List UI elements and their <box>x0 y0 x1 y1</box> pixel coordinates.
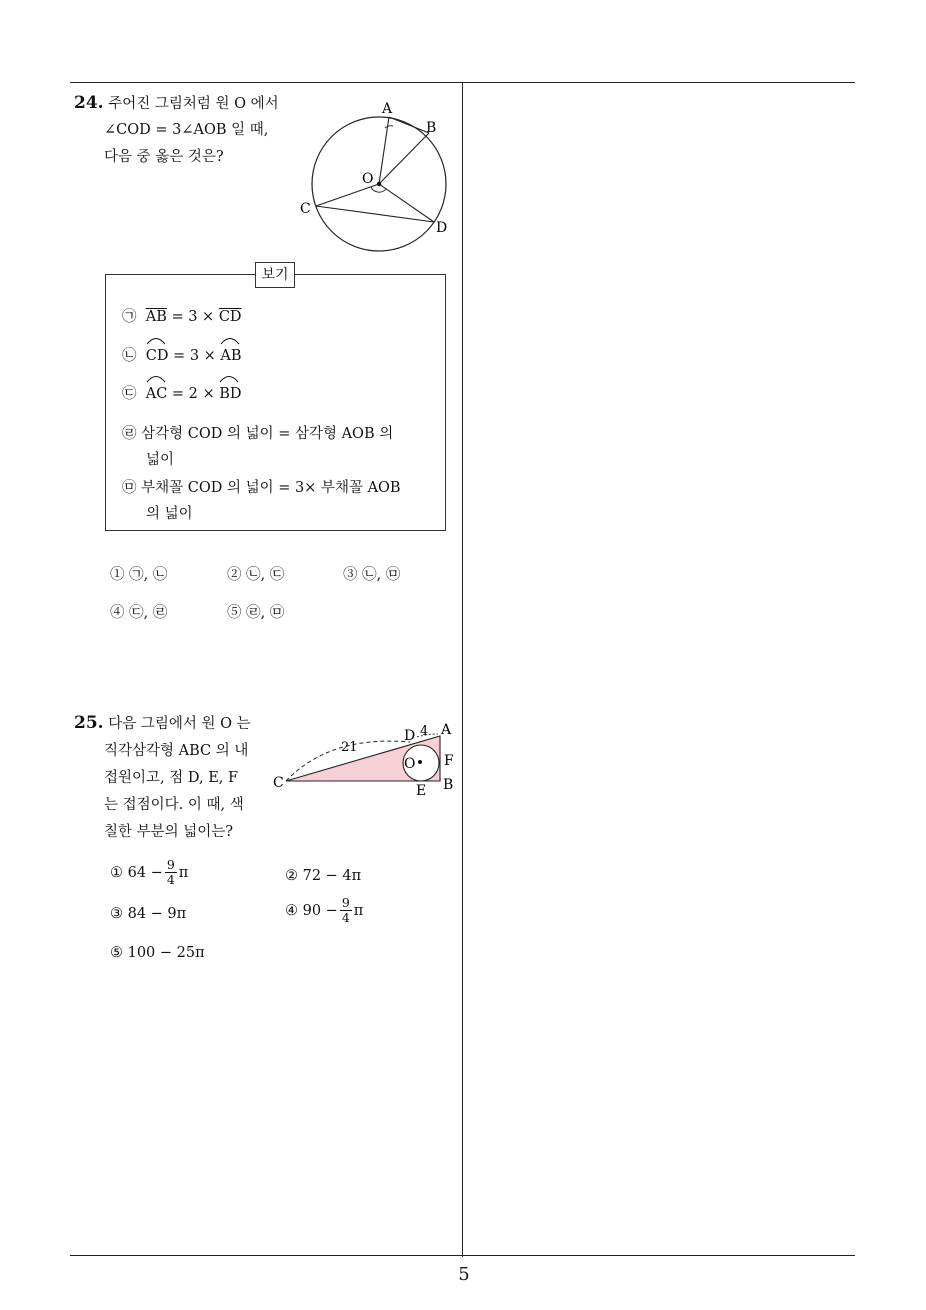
box-item-g: ㉠ $\overline{AB} = 3 \times \overline{CD}$ <box>122 309 242 325</box>
label-a: A <box>441 722 452 738</box>
box-item-n: ㉡ CD = 3 × AB <box>122 343 242 369</box>
label-o: O <box>362 171 374 187</box>
box-title: 보기 <box>255 262 295 288</box>
q25-option-1[interactable]: ① 64 − $\frac{9}{4}$ π <box>110 857 189 887</box>
label-a: A <box>382 101 393 117</box>
label-d: D <box>436 220 448 236</box>
question-number: 24. <box>74 93 104 113</box>
arc-cd: CD <box>146 343 169 369</box>
segment-ab: $\overline{AB}$ <box>145 309 167 325</box>
q24-option-2[interactable]: ② ㉡, ㉢ <box>227 567 285 583</box>
q24-option-3[interactable]: ③ ㉡, ㉤ <box>343 567 401 583</box>
question-25-line4: 는 접점이다. 이 때, 색 <box>104 797 244 813</box>
length-4: 4 <box>420 724 429 739</box>
box-item-r-line1: ㉣ 삼각형 COD 의 넓이 = 삼각형 AOB 의 <box>122 426 394 442</box>
segment-cd: $\overline{CD}$ <box>218 309 242 325</box>
question-text-line3: 다음 중 옳은 것은? <box>104 149 224 165</box>
q24-option-5[interactable]: ⑤ ㉣, ㉤ <box>227 605 285 621</box>
label-b: B <box>443 777 454 793</box>
label-c: C <box>273 775 284 791</box>
label-b: B <box>426 120 437 136</box>
question-25-line5: 칠한 부분의 넓이는? <box>104 824 234 840</box>
question-text-line2: ∠COD = 3∠AOB 일 때, <box>104 122 269 138</box>
question-25-line1: 25. 다음 그림에서 원 O 는 <box>74 713 251 733</box>
triangle-figure <box>270 715 460 800</box>
q25-option-2[interactable]: ② 72 − 4π <box>285 868 362 884</box>
question-25-line3: 접원이고, 점 D, E, F <box>104 770 239 786</box>
question-25-line2: 직각삼각형 ABC 의 내 <box>104 743 249 759</box>
label-o: O <box>404 756 416 772</box>
label-d: D <box>404 728 416 744</box>
arc-ac: AC <box>146 381 168 407</box>
arc-ab: AB <box>220 343 241 369</box>
box-item-m-line2: 의 넓이 <box>146 506 193 522</box>
q25-option-5[interactable]: ⑤ 100 − 25π <box>110 945 205 961</box>
question-text-line1: 주어진 그림처럼 원 O 에서 <box>108 96 279 112</box>
box-item-m-line1: ㉤ 부채꼴 COD 의 넓이 = 3× 부채꼴 AOB <box>122 480 401 496</box>
box-item-d: ㉢ AC = 2 × BD <box>122 381 242 407</box>
q24-option-4[interactable]: ④ ㉢, ㉣ <box>110 605 168 621</box>
circle-figure <box>296 96 466 261</box>
page-number: 5 <box>458 1264 470 1285</box>
label-e: E <box>416 783 427 799</box>
length-21: 21 <box>341 740 358 755</box>
box-item-r-line2: 넓이 <box>146 452 175 468</box>
label-f: F <box>444 753 454 769</box>
arc-bd: BD <box>219 381 241 407</box>
q25-option-3[interactable]: ③ 84 − 9π <box>110 906 187 922</box>
q25-option-4[interactable]: ④ 90 − $\frac{9}{4}$ π <box>285 895 364 925</box>
q24-option-1[interactable]: ① ㉠, ㉡ <box>110 567 168 583</box>
question-number: 25. <box>74 713 104 733</box>
label-c: C <box>300 201 311 217</box>
